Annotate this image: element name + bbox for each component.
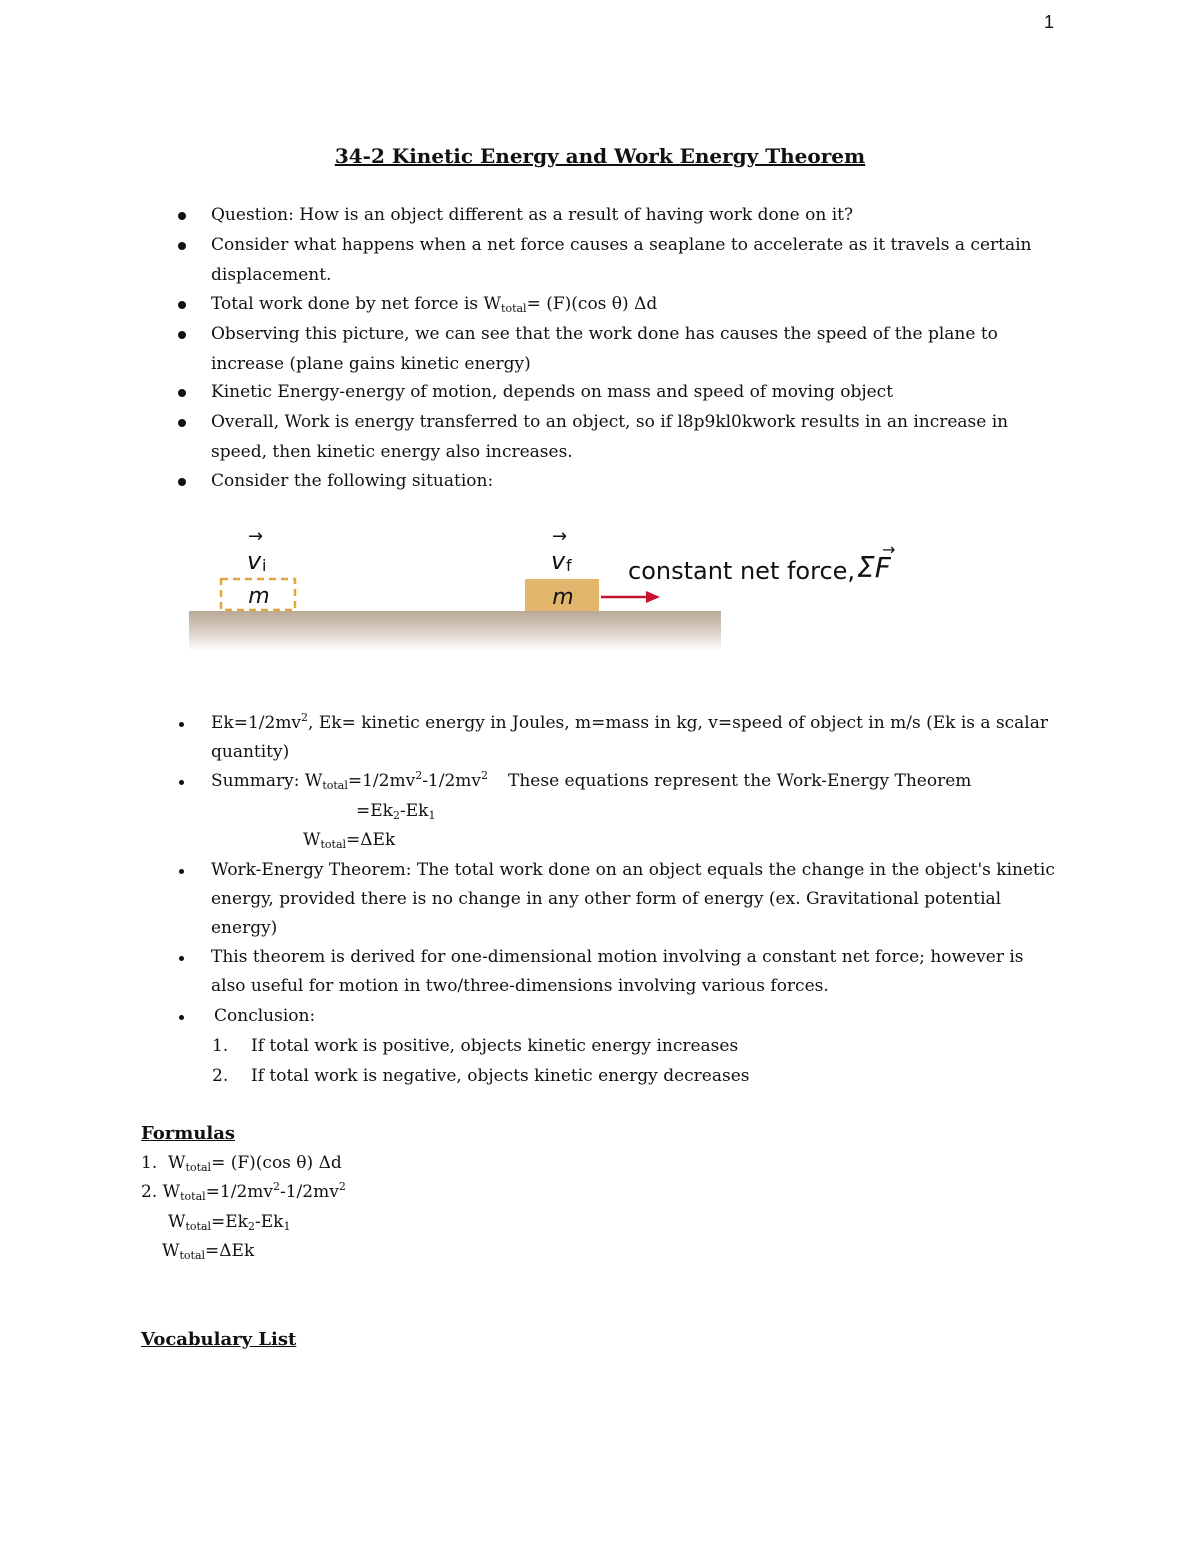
vector-arrow-final: → — [552, 526, 568, 547]
kinetic-energy-figure — [180, 525, 920, 660]
vocabulary-heading: Vocabulary List — [141, 1329, 297, 1350]
bullet — [178, 331, 186, 339]
bullet-overall-line2: speed, then kinetic energy also increases. — [211, 442, 573, 462]
conclusion-label: Conclusion: — [214, 1006, 316, 1026]
mass-label-initial: m — [248, 584, 270, 609]
formula-3: $W_{total}=Ek_2-Ek_1$ — [168, 1212, 291, 1233]
force-vector-arrow: → — [882, 540, 896, 559]
work-energy-theorem-line1: Work-Energy Theorem: The total work done on an object equals the change in the object's kinetic — [211, 860, 1055, 880]
conclusion-item-number: 2. — [212, 1066, 229, 1086]
kinetic-energy-formula-line1: $Ek=1/2mv^2$, Ek= kinetic energy in Joules, m=mass in kg, v=speed of object in m/s (Ek is a scalar — [211, 711, 1049, 733]
bullet — [179, 1015, 184, 1020]
bullet — [179, 869, 184, 874]
bullet — [179, 780, 184, 785]
page-title: 34-2 Kinetic Energy and Work Energy Theorem — [334, 144, 866, 168]
bullet — [178, 419, 186, 427]
bullet — [178, 301, 186, 309]
ground-surface — [189, 611, 721, 651]
bullet — [178, 212, 186, 220]
mass-label-final: m — [552, 585, 574, 610]
force-symbol: ΣF — [857, 551, 891, 584]
formulas-heading: Formulas — [141, 1123, 236, 1144]
velocity-final-subscript: f — [566, 556, 572, 575]
bullet-seaplane-line2: displacement. — [211, 265, 332, 285]
bullet — [179, 956, 184, 961]
force-label: constant net force, — [628, 557, 856, 585]
bullet — [178, 389, 186, 397]
work-energy-theorem-line3: energy) — [211, 918, 278, 938]
bullet-question: Question: How is an object different as a result of having work done on it? — [211, 205, 854, 225]
bullet — [179, 722, 184, 727]
bullet-overall-line1: Overall, Work is energy transferred to an object, so if l8p9kl0kwork results in an increase in — [211, 412, 1009, 432]
conclusion-item-text: If total work is negative, objects kinetic energy decreases — [251, 1066, 750, 1086]
velocity-initial-symbol: v — [247, 547, 262, 575]
velocity-final-symbol: v — [551, 547, 566, 575]
vector-arrow-initial: → — [248, 526, 264, 547]
bullet-total-work: Total work done by net force is $W_{total}= (F)(\cos$ θ) Δd — [211, 294, 658, 315]
conclusion-item-text: If total work is positive, objects kinetic energy increases — [251, 1036, 739, 1056]
bullet-seaplane-line1: Consider what happens when a net force causes a seaplane to accelerate as it travels a certain — [211, 235, 1032, 255]
bullet — [178, 242, 186, 250]
summary-line: Summary: $W_{total}=1/2mv^2-1/2mv^2$ These equations represent the Work-Energy Theorem — [211, 769, 972, 792]
kinetic-energy-formula-line2: quantity) — [211, 742, 290, 762]
work-energy-theorem-line2: energy, provided there is no change in any other form of energy (ex. Gravitational potential — [211, 889, 1002, 909]
bullet-observing-line2: increase (plane gains kinetic energy) — [211, 354, 531, 374]
bullet-observing-line1: Observing this picture, we can see that the work done has causes the speed of the plane to — [211, 324, 998, 344]
bullet — [178, 478, 186, 486]
conclusion-item-number: 1. — [212, 1036, 229, 1056]
theorem-derivation-line1: This theorem is derived for one-dimensional motion involving a constant net force; however is — [211, 947, 1024, 967]
bullet-consider: Consider the following situation: — [211, 471, 494, 491]
velocity-initial-subscript: i — [262, 556, 267, 575]
bullet-kinetic-energy: Kinetic Energy-energy of motion, depends on mass and speed of moving object — [211, 382, 894, 402]
theorem-derivation-line2: also useful for motion in two/three-dimensions involving various forces. — [211, 976, 829, 996]
summary-equation-2: $=Ek_2-Ek_1$ — [356, 801, 436, 822]
formula-2: 2. $W_{total}=1/2mv^2-1/2mv^2$ — [141, 1180, 346, 1203]
force-arrow-head — [646, 591, 660, 603]
formula-4: $W_{total}=\Delta Ek$ — [162, 1241, 255, 1262]
summary-equation-3: $W_{total}=\Delta Ek$ — [303, 830, 396, 851]
formula-1: 1. $W_{total}= (F)(\cos$ θ) Δd — [141, 1153, 342, 1174]
page-number: 1 — [1043, 12, 1054, 32]
